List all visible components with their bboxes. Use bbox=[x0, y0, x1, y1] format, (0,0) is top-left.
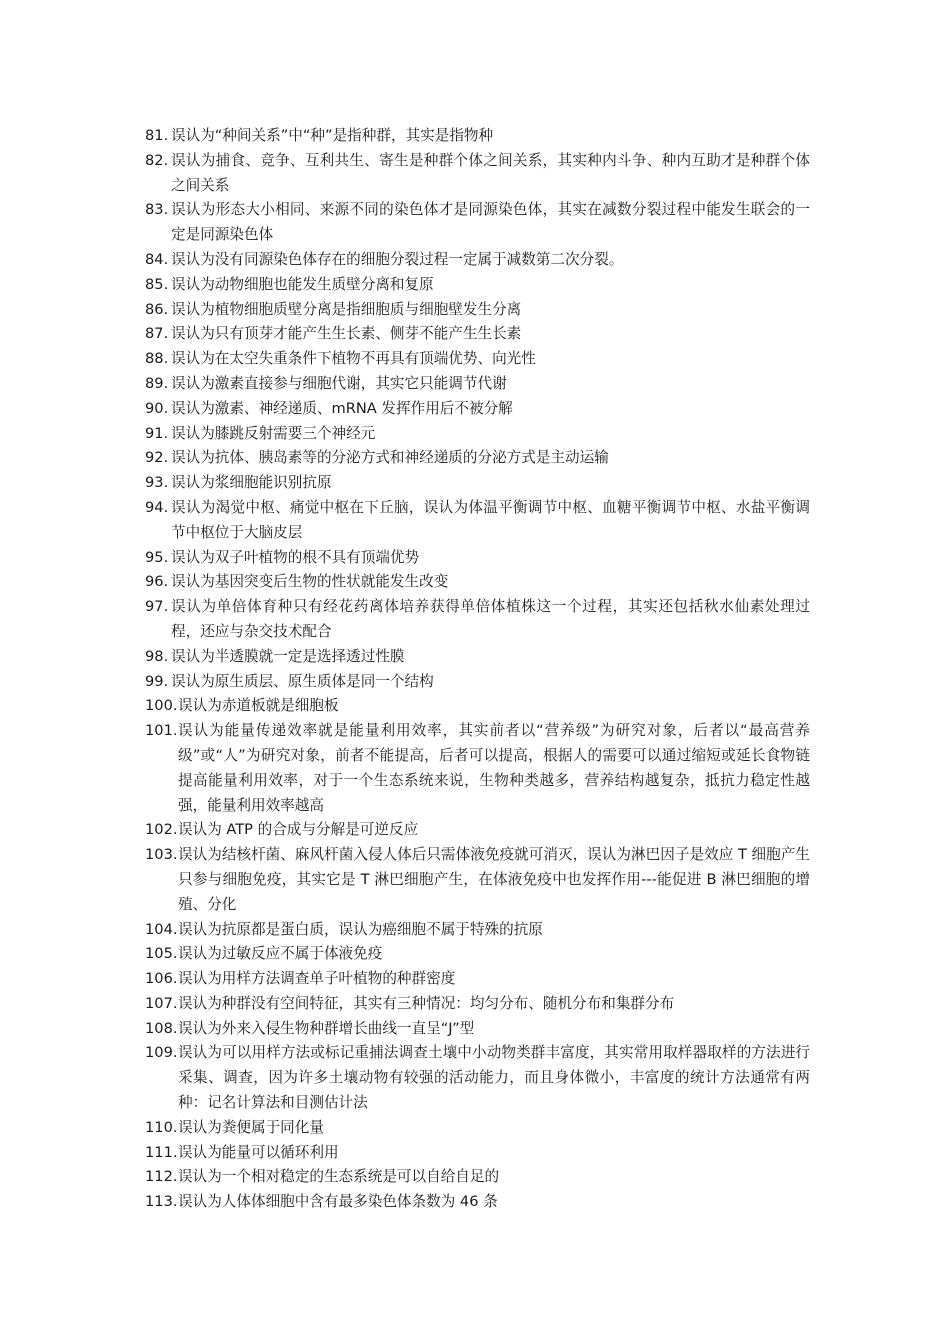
item-number: 84. bbox=[145, 250, 169, 268]
item-number: 83. bbox=[145, 201, 169, 219]
item-number: 111. bbox=[145, 1143, 178, 1161]
item-number: 99. bbox=[145, 672, 169, 690]
list-item bbox=[145, 546, 810, 571]
item-text: 误认为植物细胞质壁分离是指细胞质与细胞壁发生分离 bbox=[171, 300, 522, 318]
item-text: 误认为只有顶芽才能产生生长素、侧芽不能产生生长素 bbox=[171, 325, 522, 343]
item-text: 误认为双子叶植物的根不具有顶端优势 bbox=[171, 548, 420, 566]
item-text: 误认为一个相对稳定的生态系统是可以自给自足的 bbox=[178, 1168, 500, 1186]
item-text: 误认为用样方法调查单子叶植物的种群密度 bbox=[178, 970, 456, 988]
item-number: 97. bbox=[145, 598, 169, 616]
item-number: 92. bbox=[145, 449, 169, 467]
item-text: 误认为激素、神经递质、mRNA 发挥作用后不被分解 bbox=[171, 399, 513, 417]
item-number: 105. bbox=[145, 945, 178, 963]
item-text: 误认为种群没有空间特征，其实有三种情况：均匀分布、随机分布和集群分布 bbox=[178, 994, 675, 1012]
item-text: 误认为能量传递效率就是能量利用效率，其实前者以“营养级”为研究对象，后者以“最高营养级”或“人”为研究对象，前者不能提高，后者可以提高，根据人的需要可以通过缩短或延长食物链提高能量利用效率，对于一个生态系统来说，生物种类越多，营养结构越复杂，抵抗力稳定性越强，能量利用效率越高 bbox=[178, 722, 810, 814]
item-text: 误认为能量可以循环利用 bbox=[178, 1143, 339, 1161]
list-item bbox=[145, 1116, 810, 1141]
item-text: 误认为浆细胞能识别抗原 bbox=[171, 474, 332, 492]
item-number: 104. bbox=[145, 920, 178, 938]
list-item bbox=[145, 570, 810, 595]
list-item bbox=[145, 818, 810, 843]
item-text: 误认为渴觉中枢、痛觉中枢在下丘脑，误认为体温平衡调节中枢、血糖平衡调节中枢、水盐平衡调节中枢位于大脑皮层 bbox=[171, 498, 810, 541]
list-item bbox=[145, 298, 810, 323]
list-item bbox=[145, 595, 810, 645]
list-item bbox=[145, 694, 810, 719]
list-item bbox=[145, 422, 810, 447]
list-item bbox=[145, 670, 810, 695]
item-number: 108. bbox=[145, 1019, 178, 1037]
item-number: 106. bbox=[145, 970, 178, 988]
item-number: 93. bbox=[145, 474, 169, 492]
list-item bbox=[145, 372, 810, 397]
item-number: 89. bbox=[145, 374, 169, 392]
item-text: 误认为粪便属于同化量 bbox=[178, 1118, 324, 1136]
item-number: 113. bbox=[145, 1193, 178, 1211]
item-number: 102. bbox=[145, 821, 178, 839]
list-item bbox=[145, 1165, 810, 1190]
item-text: 误认为赤道板就是细胞板 bbox=[178, 697, 339, 715]
item-text: 误认为可以用样方法或标记重捕法调查土壤中小动物类群丰富度，其实常用取样器取样的方法进行采集、调查，因为许多土壤动物有较强的活动能力，而且身体微小，丰富度的统计方法通常有两种：记名计算法和目测估计法 bbox=[178, 1044, 810, 1112]
item-number: 86. bbox=[145, 300, 169, 318]
list-item bbox=[145, 347, 810, 372]
item-number: 109. bbox=[145, 1044, 178, 1062]
item-number: 87. bbox=[145, 325, 169, 343]
list-item bbox=[145, 1041, 810, 1115]
item-number: 94. bbox=[145, 498, 169, 516]
item-number: 88. bbox=[145, 350, 169, 368]
list-item bbox=[145, 248, 810, 273]
item-number: 112. bbox=[145, 1168, 178, 1186]
item-number: 101. bbox=[145, 722, 178, 740]
item-text: 误认为 ATP 的合成与分解是可逆反应 bbox=[178, 821, 419, 839]
item-text: 误认为结核杆菌、麻风杆菌入侵人体后只需体液免疫就可消灭，误认为淋巴因子是效应 T 细胞产生只参与细胞免疫，其实它是 T 淋巴细胞产生，在体液免疫中也发挥作用---能促进 B 淋巴细胞的增殖、分化 bbox=[178, 846, 810, 913]
list-item bbox=[145, 967, 810, 992]
list-item bbox=[145, 198, 810, 248]
item-text: 误认为“种间关系”中“种”是指种群，其实是指物种 bbox=[171, 127, 494, 144]
list-item bbox=[145, 918, 810, 943]
item-text: 误认为单倍体育种只有经花药离体培养获得单倍体植株这一个过程，其实还包括秋水仙素处理过程，还应与杂交技术配合 bbox=[171, 598, 810, 640]
list-item bbox=[145, 273, 810, 298]
item-text: 误认为膝跳反射需要三个神经元 bbox=[171, 424, 376, 442]
item-number: 95. bbox=[145, 548, 169, 566]
item-text: 误认为外来入侵生物种群增长曲线一直呈“J”型 bbox=[178, 1019, 475, 1037]
list-item bbox=[145, 942, 810, 967]
item-text: 误认为半透膜就一定是选择透过性膜 bbox=[171, 647, 405, 665]
list-item bbox=[145, 446, 810, 471]
item-text: 误认为原生质层、原生质体是同一个结构 bbox=[171, 672, 434, 690]
item-text: 误认为在太空失重条件下植物不再具有顶端优势、向光性 bbox=[171, 350, 536, 368]
item-number: 100. bbox=[145, 697, 178, 715]
list-item bbox=[145, 496, 810, 546]
item-number: 98. bbox=[145, 647, 169, 665]
item-text: 误认为捕食、竞争、互利共生、寄生是种群个体之间关系，其实种内斗争、种内互助才是种群个体之间关系 bbox=[171, 151, 810, 194]
item-text: 误认为形态大小相同、来源不同的染色体才是同源染色体，其实在减数分裂过程中能发生联会的一定是同源染色体 bbox=[171, 201, 810, 244]
item-text: 误认为抗原都是蛋白质，误认为癌细胞不属于特殊的抗原 bbox=[178, 920, 543, 938]
item-text: 误认为抗体、胰岛素等的分泌方式和神经递质的分泌方式是主动运输 bbox=[171, 449, 609, 467]
item-text: 误认为动物细胞也能发生质壁分离和复原 bbox=[171, 275, 434, 293]
list-item bbox=[145, 1190, 810, 1215]
item-number: 103. bbox=[145, 846, 178, 864]
list-item bbox=[145, 843, 810, 917]
item-number: 90. bbox=[145, 399, 169, 417]
list-item bbox=[145, 719, 810, 818]
list-item bbox=[145, 1141, 810, 1166]
item-text: 误认为没有同源染色体存在的细胞分裂过程一定属于减数第二次分裂。 bbox=[171, 250, 624, 268]
item-number: 107. bbox=[145, 994, 178, 1012]
misconception-list bbox=[145, 124, 810, 1215]
item-number: 81. bbox=[145, 127, 169, 144]
item-number: 91. bbox=[145, 424, 169, 442]
list-item bbox=[145, 471, 810, 496]
item-text: 误认为激素直接参与细胞代谢，其实它只能调节代谢 bbox=[171, 374, 507, 392]
list-item bbox=[145, 322, 810, 347]
list-item bbox=[145, 397, 810, 422]
list-item bbox=[145, 149, 810, 199]
item-text: 误认为基因突变后生物的性状就能发生改变 bbox=[171, 573, 449, 591]
list-item bbox=[145, 992, 810, 1017]
list-item bbox=[145, 645, 810, 670]
item-text: 误认为过敏反应不属于体液免疫 bbox=[178, 945, 383, 963]
item-number: 110. bbox=[145, 1118, 178, 1136]
item-number: 82. bbox=[145, 151, 169, 169]
item-text: 误认为人体体细胞中含有最多染色体条数为 46 条 bbox=[178, 1193, 498, 1211]
list-item bbox=[145, 1017, 810, 1042]
item-number: 96. bbox=[145, 573, 169, 591]
list-item bbox=[145, 124, 810, 149]
item-number: 85. bbox=[145, 275, 169, 293]
